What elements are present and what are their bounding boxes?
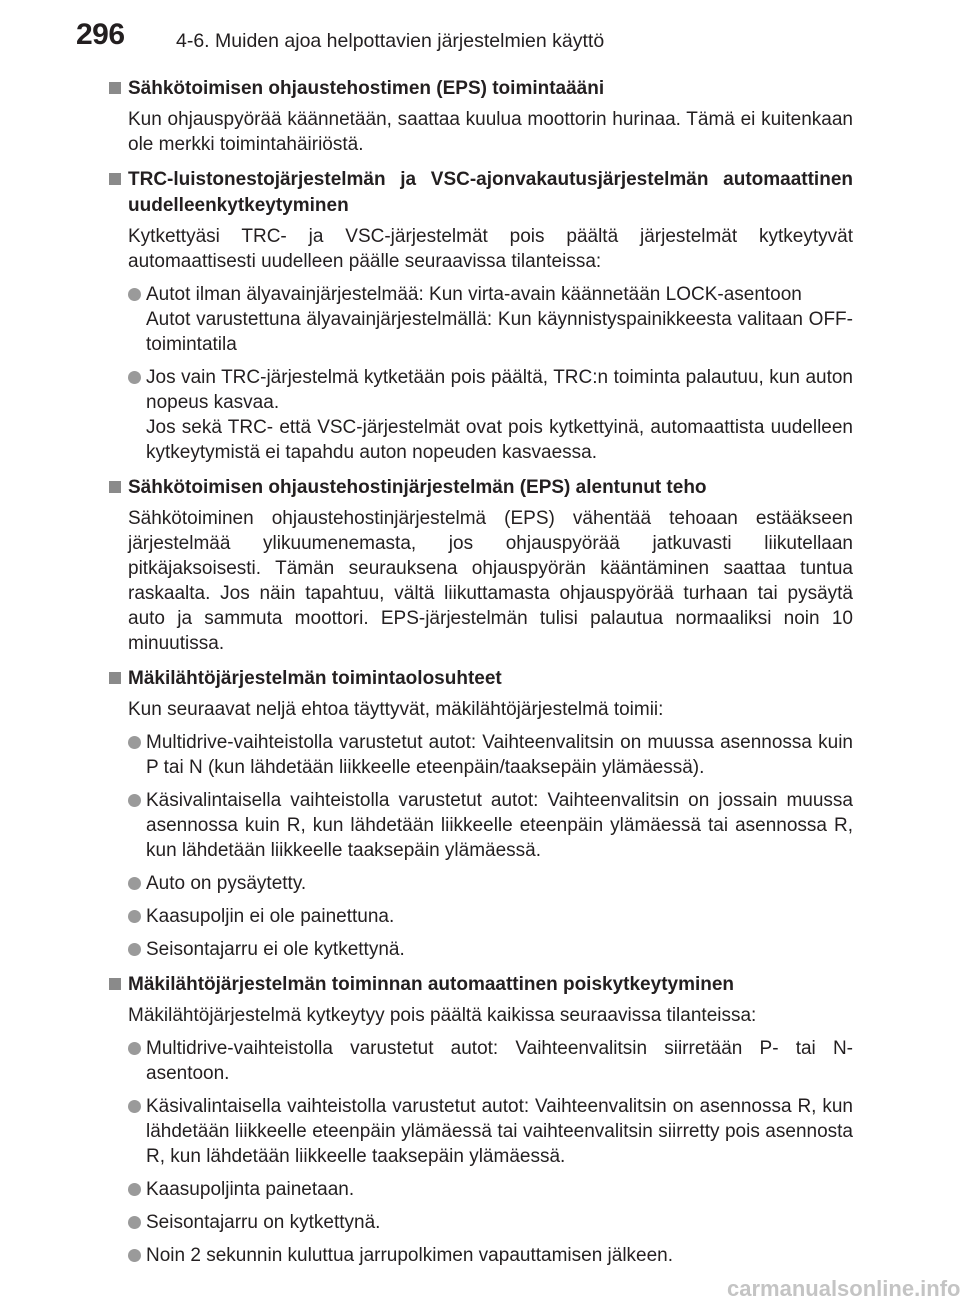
section-paragraph: Sähkötoiminen ohjaustehostinjärjestelmä (EPS) vähentää tehoaan estääkseen järjestelmää ylikuumenemasta, jos ohjauspyörää jatkuvasti liikutellaan pitkäjaksoisesti. Tämän seurauksena ohjauspyörän kääntäminen saattaa tuntua raskaalta. Jos näin tapahtuu, vältä liikuttamasta ohjauspyörää turhaan tai pysäytä auto ja sammuta moottori. EPS-järjestelmän tulisi palautua normaaliksi noin 10 minuutissa. <box>128 508 853 654</box>
section-heading-text: Sähkötoimisen ohjaustehostimen (EPS) toimintaääni <box>128 78 605 99</box>
watermark: carmanualsonline.info <box>727 1276 960 1301</box>
circle-bullet-icon <box>128 1216 141 1229</box>
section <box>108 666 853 962</box>
circle-bullet-icon <box>128 1100 141 1113</box>
list-item <box>128 730 853 780</box>
list-item-text: Seisontajarru on kytkettynä. <box>146 1212 381 1233</box>
list-item <box>128 365 853 465</box>
list-item-text: Noin 2 sekunnin kuluttua jarrupolkimen vapauttamisen jälkeen. <box>146 1245 674 1266</box>
list-item <box>128 1177 853 1202</box>
section-heading-text: Sähkötoimisen ohjaustehostinjärjestelmän (EPS) alentunut teho <box>128 477 707 498</box>
circle-bullet-icon <box>128 1183 141 1196</box>
list-item <box>128 1036 853 1086</box>
list-item <box>128 1243 853 1268</box>
list-item-text: Autot ilman älyavainjärjestelmää: Kun virta-avain käännetään LOCK-asentoon <box>146 284 802 305</box>
square-bullet-icon <box>109 481 121 493</box>
list-item <box>128 788 853 863</box>
chapter-title: 4-6. Muiden ajoa helpottavien järjestelmien käyttö <box>176 30 605 52</box>
list-item <box>128 282 853 357</box>
page-content <box>108 70 853 1268</box>
list-item-text: Kaasupoljin ei ole painettuna. <box>146 906 395 927</box>
list-item-text: Multidrive-vaihteistolla varustetut autot: Vaihteenvalitsin siirretään P- tai N-asentoon. <box>146 1038 853 1084</box>
circle-bullet-icon <box>128 1042 141 1055</box>
list-item-text: Käsivalintaisella vaihteistolla varustetut autot: Vaihteenvalitsin on jossain muussa asennossa kuin R, kun lähdetään liikkeelle eteenpäin ylämäessä tai asennossa R, kun lähdetään liikkeelle taaksepäin ylämäessä. <box>146 790 853 861</box>
list-item <box>128 1094 853 1169</box>
list-item <box>128 904 853 929</box>
square-bullet-icon <box>109 978 121 990</box>
circle-bullet-icon <box>128 877 141 890</box>
section-heading <box>108 475 853 501</box>
circle-bullet-icon <box>128 910 141 923</box>
page-number: 296 <box>76 18 125 51</box>
section-paragraph: Kun ohjauspyörää käännetään, saattaa kuulua moottorin hurinaa. Tämä ei kuitenkaan ole merkki toimintahäiriöstä. <box>128 109 853 155</box>
section-heading-text: Mäkilähtöjärjestelmän toimintaolosuhteet <box>128 668 502 689</box>
list-item <box>128 937 853 962</box>
square-bullet-icon <box>109 173 121 185</box>
section-heading-text: TRC-luistonestojärjestelmän ja VSC-ajonvakautusjärjestelmän automaattinen uudelleenkytkeytyminen <box>128 169 853 216</box>
list-item-text: Auto on pysäytetty. <box>146 873 307 894</box>
section <box>108 972 853 1268</box>
list-item <box>128 871 853 896</box>
section-paragraph: Kun seuraavat neljä ehtoa täyttyvät, mäkilähtöjärjestelmä toimii: <box>128 699 664 720</box>
list-item-text: Jos sekä TRC- että VSC-järjestelmät ovat pois kytkettyinä, automaattista uudelleen kytkeytymistä ei tapahdu auton nopeuden kasvaessa. <box>146 417 853 463</box>
circle-bullet-icon <box>128 371 141 384</box>
section <box>108 475 853 656</box>
list-item-text: Seisontajarru ei ole kytkettynä. <box>146 939 405 960</box>
section-heading <box>108 972 853 998</box>
circle-bullet-icon <box>128 943 141 956</box>
list-item <box>128 1210 853 1235</box>
circle-bullet-icon <box>128 736 141 749</box>
section-heading <box>108 167 853 219</box>
square-bullet-icon <box>109 672 121 684</box>
list-item-text: Jos vain TRC-järjestelmä kytketään pois päältä, TRC:n toiminta palautuu, kun auton nopeus kasvaa. <box>146 367 853 413</box>
square-bullet-icon <box>109 82 121 94</box>
section-heading <box>108 666 853 692</box>
section <box>108 76 853 157</box>
list-item-text: Käsivalintaisella vaihteistolla varustetut autot: Vaihteenvalitsin on asennossa R, kun lähdetään liikkeelle eteenpäin ylämäessä tai vaihteenvalitsin siirretty pois asennosta R, kun lähdetään liikkeelle taaksepäin ylämäessä. <box>146 1096 853 1167</box>
list-item-text: Autot varustettuna älyavainjärjestelmällä: Kun käynnistyspainikkeesta valitaan OFF-toimintatila <box>146 309 853 355</box>
section <box>108 167 853 465</box>
circle-bullet-icon <box>128 288 141 301</box>
list-item-text: Multidrive-vaihteistolla varustetut autot: Vaihteenvalitsin on muussa asennossa kuin P tai N (kun lähdetään liikkeelle eteenpäin/taaksepäin ylämäessä). <box>146 732 853 778</box>
section-heading <box>108 76 853 102</box>
circle-bullet-icon <box>128 794 141 807</box>
circle-bullet-icon <box>128 1249 141 1262</box>
section-paragraph: Mäkilähtöjärjestelmä kytkeytyy pois päältä kaikissa seuraavissa tilanteissa: <box>128 1005 757 1026</box>
section-heading-text: Mäkilähtöjärjestelmän toiminnan automaattinen poiskytkeytyminen <box>128 974 735 995</box>
section-paragraph: Kytkettyäsi TRC- ja VSC-järjestelmät pois päältä järjestelmät kytkeytyvät automaattisesti uudelleen päälle seuraavissa tilanteissa: <box>128 226 853 272</box>
list-item-text: Kaasupoljinta painetaan. <box>146 1179 355 1200</box>
